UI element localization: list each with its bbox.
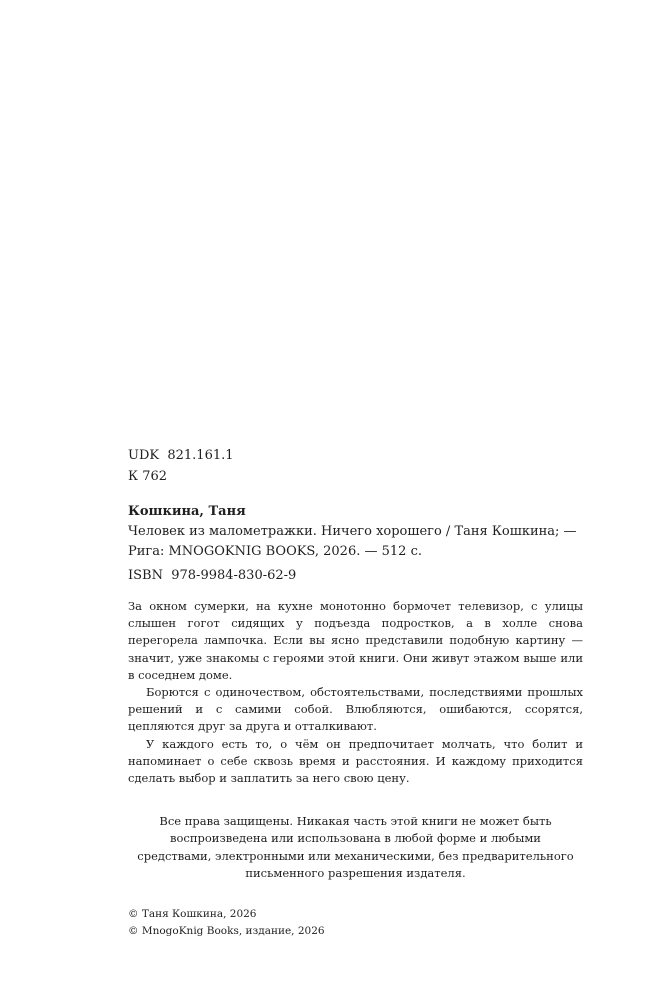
- copyright-publisher: © MnogoKnig Books, издание, 2026: [128, 925, 325, 938]
- copyright-author: © Таня Кошкина, 2026: [128, 908, 257, 921]
- udk-code: UDK 821.161.1: [128, 448, 234, 463]
- annotation-paragraph: За окном сумерки, на кухне монотонно бормочет телевизор, с улицы слышен гогот сидящих у подъезда подростков, а в холле снова перегорела лампочка. Если вы ясно представили подобную картину — значит, уже знакомы с героями этой книги. Они живут этажом выше или в соседнем доме.: [128, 599, 583, 682]
- bibliographic-description: [128, 522, 583, 562]
- annotation-paragraph: Борются с одиночеством, обстоятельствами, последствиями прошлых решений и с самими собой. Влюбляются, ошибаются, ссорятся, цепляются друг за друга и отталкивают.: [128, 685, 583, 734]
- classification-block: [128, 445, 583, 487]
- copyright-block: [128, 906, 583, 940]
- imprint-content: [128, 445, 583, 940]
- rights-notice: Все права защищены. Никакая часть этой книги не может быть воспроизведена или использована в любой форме и любыми средствами, электронными или механическими, без предварительного письменного разрешения издателя.: [137, 814, 574, 880]
- author-name: Кошкина, Таня: [128, 504, 246, 519]
- bibliographic-line-1: Человек из малометражки. Ничего хорошего / Таня Кошкина; —: [128, 524, 577, 539]
- annotation-paragraph: У каждого есть то, о чём он предпочитает молчать, что болит и напоминает о себе сквозь время и расстояния. И каждому приходится сделать выбор и заплатить за него свою цену.: [128, 736, 583, 786]
- author-mark: К 762: [128, 469, 168, 484]
- isbn: ISBN 978-9984-830-62-9: [128, 568, 297, 583]
- bibliographic-line-2: Рига: MNOGOKNIG BOOKS, 2026. — 512 с.: [128, 544, 422, 559]
- annotation: [128, 598, 583, 787]
